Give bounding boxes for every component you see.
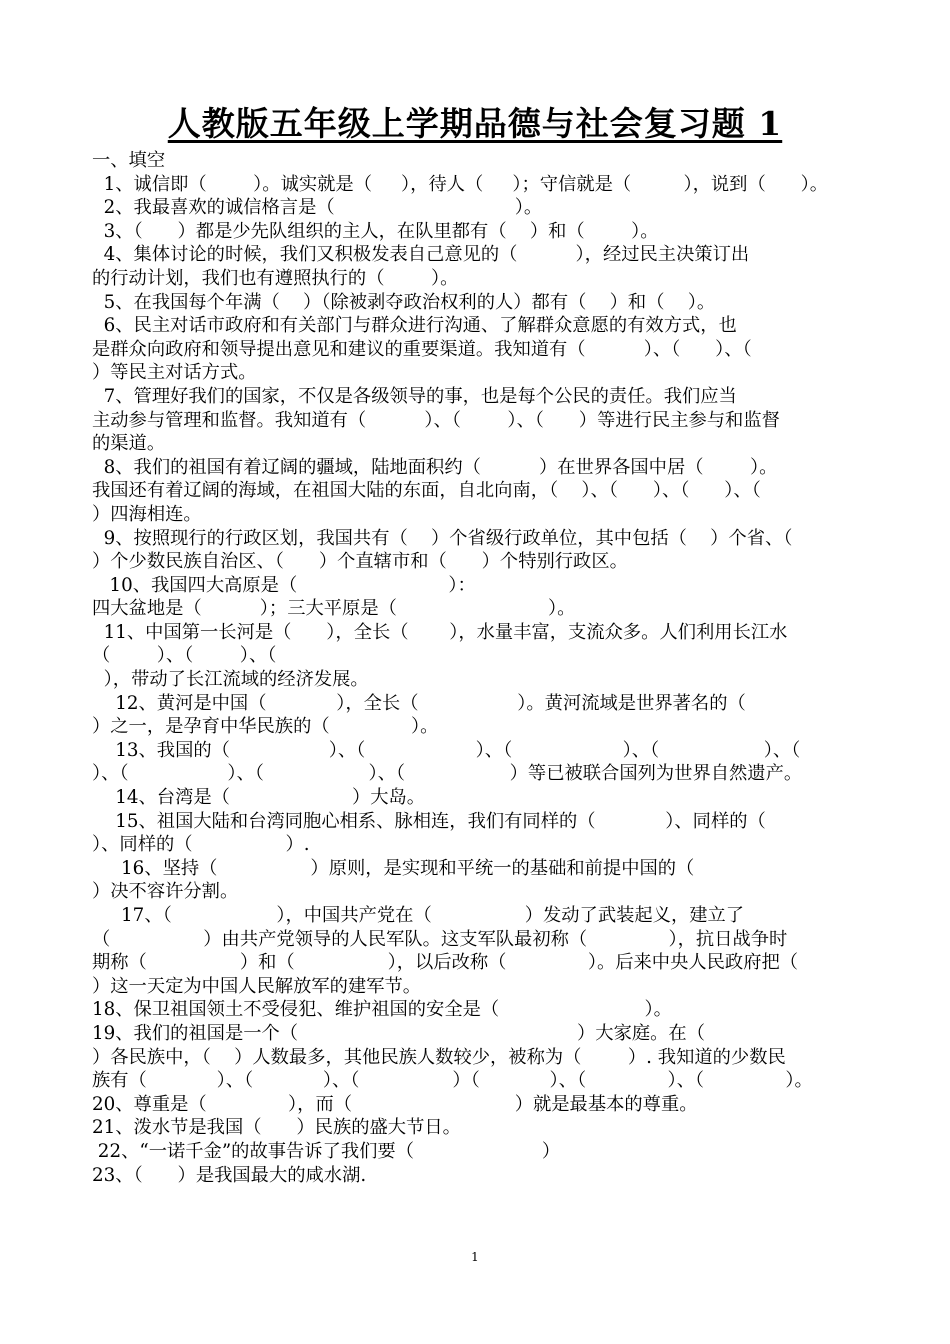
- text-line: ）之一，是孕育中华民族的（ ）。: [92, 716, 439, 738]
- text-line: 期称（ ）和（ ），以后改称（ ）。后来中央人民政府把（: [92, 952, 799, 974]
- text-line: 我国还有着辽阔的海域，在祖国大陆的东面，自北向南，（ ）、（ ）、（ ）、（: [92, 480, 761, 502]
- text-line: 14、台湾是（ ）大岛。: [92, 787, 426, 809]
- text-line: ）决不容许分割。: [92, 881, 239, 903]
- text-line: 4、集体讨论的时候，我们又积极发表自己意见的（ ），经过民主决策订出: [92, 244, 750, 266]
- text-line: 1、诚信即（ ）。诚实就是（ ），待人（ ）；守信就是（ ），说到（ ）。: [92, 173, 829, 195]
- text-line: ）这一天定为中国人民解放军的建军节。: [92, 975, 422, 997]
- text-line: 12、黄河是中国（ ），全长（ ）。黄河流域是世界著名的（: [92, 692, 746, 714]
- text-line: 23、（ ）是我国最大的咸水湖.: [92, 1164, 367, 1186]
- text-line: 20、尊重是（ ），而（ ）就是最基本的尊重。: [92, 1093, 698, 1115]
- page-number: 1: [471, 1250, 479, 1264]
- text-line: 10、我国四大高原是（ ）：: [92, 574, 476, 596]
- text-line: 的渠道。: [92, 433, 166, 455]
- text-line: 13、我国的（ ）、（ ）、（ ）、（ ）、（: [92, 739, 801, 761]
- text-line: 6、民主对话市政府和有关部门与群众进行沟通、了解群众意愿的有效方式，也: [92, 315, 737, 337]
- text-line: 11、中国第一长河是（ ），全长（ ），水量丰富，支流众多。人们利用长江水: [92, 621, 788, 643]
- text-line: ）个少数民族自治区、（ ）个直辖市和（ ）个特别行政区。: [92, 551, 628, 573]
- document-title: 人教版五年级上学期品德与社会复习题 1: [167, 104, 783, 143]
- text-line: ）等民主对话方式。: [92, 362, 257, 384]
- text-line: 18、保卫祖国领土不受侵犯、维护祖国的安全是（ ）。: [92, 999, 672, 1021]
- text-line: （ ）由共产党领导的人民军队。这支军队最初称（ ），抗日战争时: [92, 928, 788, 950]
- text-line: 16、坚持（ ）原则，是实现和平统一的基础和前提中国的（: [92, 857, 695, 879]
- text-line: 17、（ ），中国共产党在（ ）发动了武装起义，建立了: [92, 905, 745, 926]
- text-line: 四大盆地是（ ）；三大平原是（ ）。: [92, 598, 576, 620]
- text-line: ）四海相连。: [92, 503, 202, 525]
- text-line: 3、（ ）都是少先队组织的主人，在队里都有（ ）和（ ）。: [92, 220, 659, 242]
- text-line: 主动参与管理和监督。我知道有（ ）、（ ）、（ ）等进行民主参与和监督: [92, 409, 780, 431]
- text-line: 9、按照现行的行政区划，我国共有（ ）个省级行政单位，其中包括（ ）个省、（: [92, 527, 793, 549]
- text-line: 5、在我国每个年满（ ）（除被剥夺政治权利的人）都有（ ）和（ ）。: [92, 291, 716, 313]
- text-line: 15、祖国大陆和台湾同胞心相系、脉相连，我们有同样的（ ）、同样的（: [92, 810, 766, 832]
- text-line: 8、我们的祖国有着辽阔的疆域，陆地面积约（ ）在世界各国中居（ ）。: [92, 456, 778, 478]
- text-line: ）各民族中，（ ）人数最多，其他民族人数较少，被称为（ ）. 我知道的少数民: [92, 1046, 786, 1068]
- text-line: 7、管理好我们的国家，不仅是各级领导的事，也是每个公民的责任。我们应当: [92, 385, 737, 407]
- text-line: 是群众向政府和领导提出意见和建议的重要渠道。我知道有（ ）、（ ）、（: [92, 338, 752, 360]
- question-body: [92, 149, 860, 1187]
- text-line: ）、（ ）、（ ）、（ ）等已被联合国列为世界自然遗产。: [92, 763, 803, 785]
- text-line: 一、填空: [92, 150, 166, 171]
- text-line: 22、“一诺千金”的故事告诉了我们要（ ）: [92, 1140, 561, 1162]
- text-line: 19、我们的祖国是一个（ ）大家庭。在（: [92, 1022, 705, 1044]
- text-line: 21、泼水节是我国（ ）民族的盛大节日。: [92, 1117, 461, 1139]
- text-line: 2、我最喜欢的诚信格言是（ ）。: [92, 197, 543, 219]
- text-line: （ ）、（ ）、（: [92, 645, 277, 667]
- text-line: ），带动了长江流域的经济发展。: [92, 669, 369, 691]
- text-line: 族有（ ）、（ ）、（ ）（ ）、（ ）、（ ）。: [92, 1070, 813, 1092]
- text-line: ）、同样的（ ）.: [92, 834, 310, 856]
- text-line: 的行动计划，我们也有遵照执行的（ ）。: [92, 267, 459, 289]
